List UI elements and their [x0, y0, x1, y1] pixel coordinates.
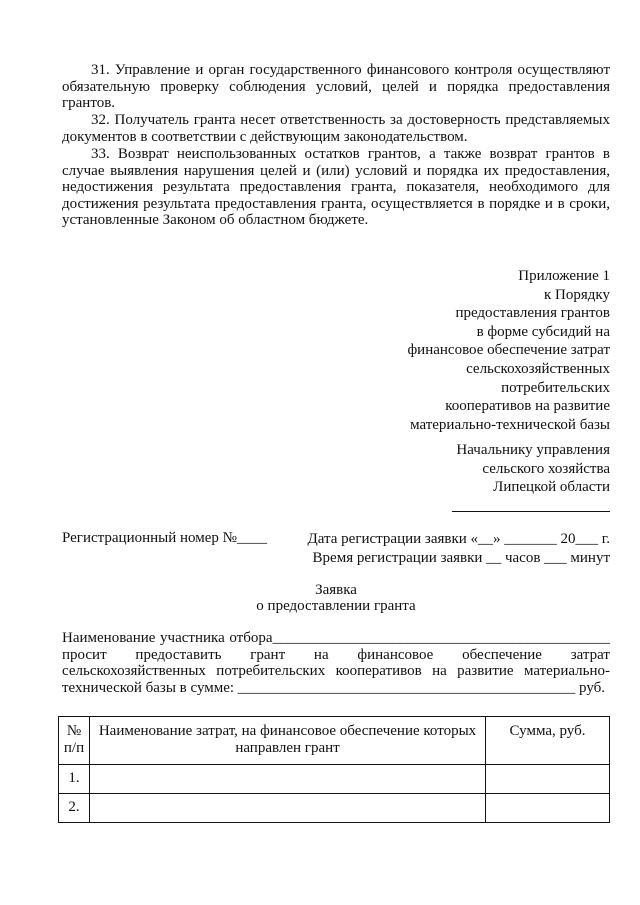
request-text-line: просит предоставить грант на финансовое обеспечение затрат: [62, 646, 610, 663]
costs-table: [58, 716, 610, 823]
addressee-line: Начальнику управления: [456, 442, 610, 458]
grant-amount-line[interactable]: технической базы в сумме: _____________________________________________ руб.: [62, 679, 606, 696]
addressee-line: Липецкой области: [493, 479, 610, 496]
appendix-line: в форме субсидий на: [476, 323, 610, 340]
row-number: 1.: [59, 765, 90, 794]
registration-time[interactable]: Время регистрации заявки __ часов ___ минут: [312, 549, 610, 566]
table-row: [59, 765, 610, 794]
request-paragraph: [62, 630, 610, 696]
title-line-2: о предоставлении гранта: [256, 598, 416, 614]
appendix-block: [350, 267, 610, 434]
clause-31: 31. Управление и орган государственного финансового контроля осуществляют обязательную проверку соблюдения условий, целей и порядка предоставления грантов.: [62, 62, 610, 111]
addressee-line: сельского хозяйства: [482, 460, 610, 477]
cost-name-cell[interactable]: [90, 794, 486, 823]
appendix-line: материально-технической базы: [410, 416, 610, 433]
addressee-block: [390, 441, 610, 512]
table-header-row: [59, 717, 610, 765]
registration-datetime: [308, 530, 610, 567]
amount-cell[interactable]: [486, 765, 610, 794]
clause-33: 33. Возврат неиспользованных остатков грантов, а также возврат грантов в случае выявления нарушения целей и (или) условий и порядка их предоставления, недостижения результата предоставления гранта, показателя, необходимого для достижения результата предоставления гранта, осуществляется в порядке и в сроки, установленные Законом об областном бюджете.: [62, 146, 610, 228]
addressee-blank-line[interactable]: [452, 497, 610, 512]
document-title: [62, 582, 610, 614]
header-amount: Сумма, руб.: [486, 717, 610, 765]
appendix-line: финансовое обеспечение затрат: [407, 342, 610, 359]
request-text-line: сельскохозяйственных потребительских кооперативов на развитие материально-: [62, 663, 610, 679]
appendix-line: к Порядку: [544, 286, 610, 303]
participant-name-line[interactable]: Наименование участника отбора_____________________________________________: [62, 630, 610, 646]
appendix-line: потребительских: [501, 379, 610, 396]
cost-name-cell[interactable]: [90, 765, 486, 794]
appendix-line: сельскохозяйственных: [466, 360, 610, 377]
registration-date[interactable]: Дата регистрации заявки «__» _______ 20___ г.: [307, 531, 610, 547]
clause-32: 32. Получатель гранта несет ответственность за достоверность представляемых документов в соответствии с действующим законодательством.: [62, 112, 610, 145]
appendix-line: предоставления грантов: [455, 305, 610, 322]
row-number: 2.: [59, 794, 90, 823]
title-line-1: Заявка: [315, 582, 357, 598]
header-cost-name: Наименование затрат, на финансовое обеспечение которых направлен грант: [90, 717, 486, 765]
amount-cell[interactable]: [486, 794, 610, 823]
appendix-line: Приложение 1: [518, 268, 610, 284]
appendix-line: кооперативов на развитие: [445, 398, 610, 415]
table-row: [59, 794, 610, 823]
registration-number[interactable]: Регистрационный номер №____: [62, 530, 267, 546]
header-number: № п/п: [59, 717, 90, 765]
